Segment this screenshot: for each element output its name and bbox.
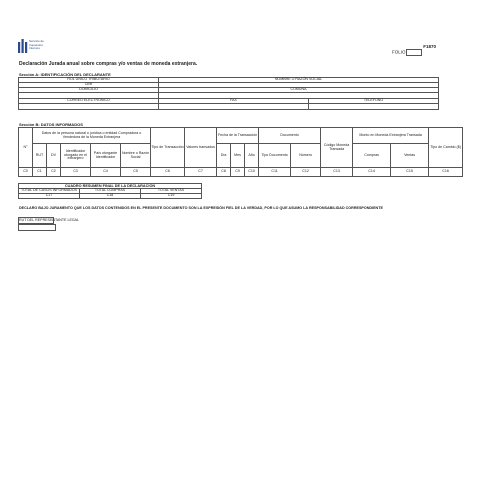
dia-header: Día [217, 144, 231, 168]
folio-label: FOLIO [392, 49, 406, 55]
column-code-c12: C12 [291, 168, 321, 177]
valores-transados-header: Valores transados [185, 128, 217, 168]
column-code-c9: C9 [231, 168, 245, 177]
section-b-title: Sección B: DATOS INFORMADOS [19, 122, 83, 127]
folio-input[interactable] [406, 49, 422, 56]
column-code-c14: C14 [353, 168, 391, 177]
declaration-text: DECLARO BAJO JURAMENTO QUE LOS DATOS CONTENIDOS EN EL PRESENTE DOCUMENTO SON LA EXPRESIÓN FIEL DE LA VERDAD, POR LO QUE ASUMO LA RESPONSABILIDAD CORRESPONDIENTE [19, 206, 383, 210]
column-code-c2: C2 [47, 168, 61, 177]
numero-col-header: N° [19, 128, 33, 168]
column-code-c6: C6 [151, 168, 185, 177]
form-code: F1870 [423, 44, 436, 49]
documento-header: Documento [259, 128, 321, 144]
rol-label: ROL UNICO TRIBUTARIO [19, 78, 159, 83]
tipo-cambio-header: Tipo de Cambio ($) [429, 128, 463, 168]
compras-header: Compras [353, 144, 391, 168]
correo-field[interactable] [19, 104, 159, 110]
nombre-label: NOMBRE O RAZÓN SOCIAL [159, 78, 439, 83]
ventas-header: Ventas [391, 144, 429, 168]
column-code-c16: C16 [429, 168, 463, 177]
section-a-title: Sección A: IDENTIFICACIÓN DEL DECLARANTE [19, 72, 111, 77]
total-ventas-field[interactable]: C19 [141, 194, 202, 199]
monto-moneda-header: Monto en Moneda Extranjera Transada [353, 128, 429, 144]
page-title: Declaración Jurada anual sobre compras y/o ventas de moneda extranjera. [19, 61, 198, 67]
total-compras-label: TOTAL COMPRAS [80, 189, 141, 194]
column-code-c15: C15 [391, 168, 429, 177]
pais-header: País otorgante Identificador [91, 144, 121, 168]
telefono-label: TELEFONO [309, 99, 439, 104]
column-code-c8: C8 [217, 168, 231, 177]
total-casos-label: TOTAL DE CASOS INFORMADOS [19, 189, 80, 194]
column-code-c13: C13 [321, 168, 353, 177]
fax-field[interactable] [159, 104, 309, 110]
column-code-c4: C4 [91, 168, 121, 177]
fax-label: FAX [159, 99, 309, 104]
cbr-field[interactable]: CBR [19, 83, 159, 88]
rut-representante-field[interactable]: RUT DEL REPRESENTANTE LEGAL [19, 218, 80, 222]
dv-header: DV [47, 144, 61, 168]
column-codes-row [19, 168, 463, 177]
resumen-table [18, 183, 202, 199]
folio [392, 49, 422, 56]
domicilio-label: DOMICILIO [19, 88, 159, 93]
comuna-label: COMUNA [159, 88, 439, 93]
section-b-table [18, 127, 463, 177]
fecha-transaccion-header: Fecha de la Transacción [217, 128, 259, 144]
column-code-c11: C11 [259, 168, 291, 177]
sii-logo [18, 39, 28, 58]
section-a-table [18, 77, 439, 110]
column-code-c5: C5 [121, 168, 151, 177]
column-code-c3: C3 [61, 168, 91, 177]
resumen-title: CUADRO RESUMEN FINAL DE LA DECLARACIÓN [19, 184, 202, 189]
total-casos-field[interactable]: C17 [19, 194, 80, 199]
column-code-c1: C1 [33, 168, 47, 177]
nombre-razon-header: Nombre o Razón Social [121, 144, 151, 168]
tipo-documento-header: Tipo Documento [259, 144, 291, 168]
column-code-c0: C0 [19, 168, 33, 177]
tipo-transaccion-header: Tipo de Transacción [151, 128, 185, 168]
anio-header: Año [245, 144, 259, 168]
column-code-c10: C10 [245, 168, 259, 177]
correo-label: CORREO ELECTRONICO [19, 99, 159, 104]
total-compras-field[interactable]: C18 [80, 194, 141, 199]
rut-representante-input[interactable] [18, 224, 56, 231]
codigo-moneda-header: Código Moneda Transada [321, 128, 353, 168]
column-code-c7: C7 [185, 168, 217, 177]
datos-persona-header: Datos de la persona natural o jurídica o entidad Compradora o Vendedora de la Moneda Extranjera [33, 128, 151, 144]
identificador-header: Identificador otorgado en el extranjero [61, 144, 91, 168]
total-ventas-label: TOTAL VENTAS [141, 189, 202, 194]
rut-header: RUT [33, 144, 47, 168]
mes-header: Mes [231, 144, 245, 168]
logo-text: Servicio de Impuestos Internos [29, 39, 44, 51]
numero-documento-header: Número [291, 144, 321, 168]
telefono-field[interactable] [309, 104, 439, 110]
